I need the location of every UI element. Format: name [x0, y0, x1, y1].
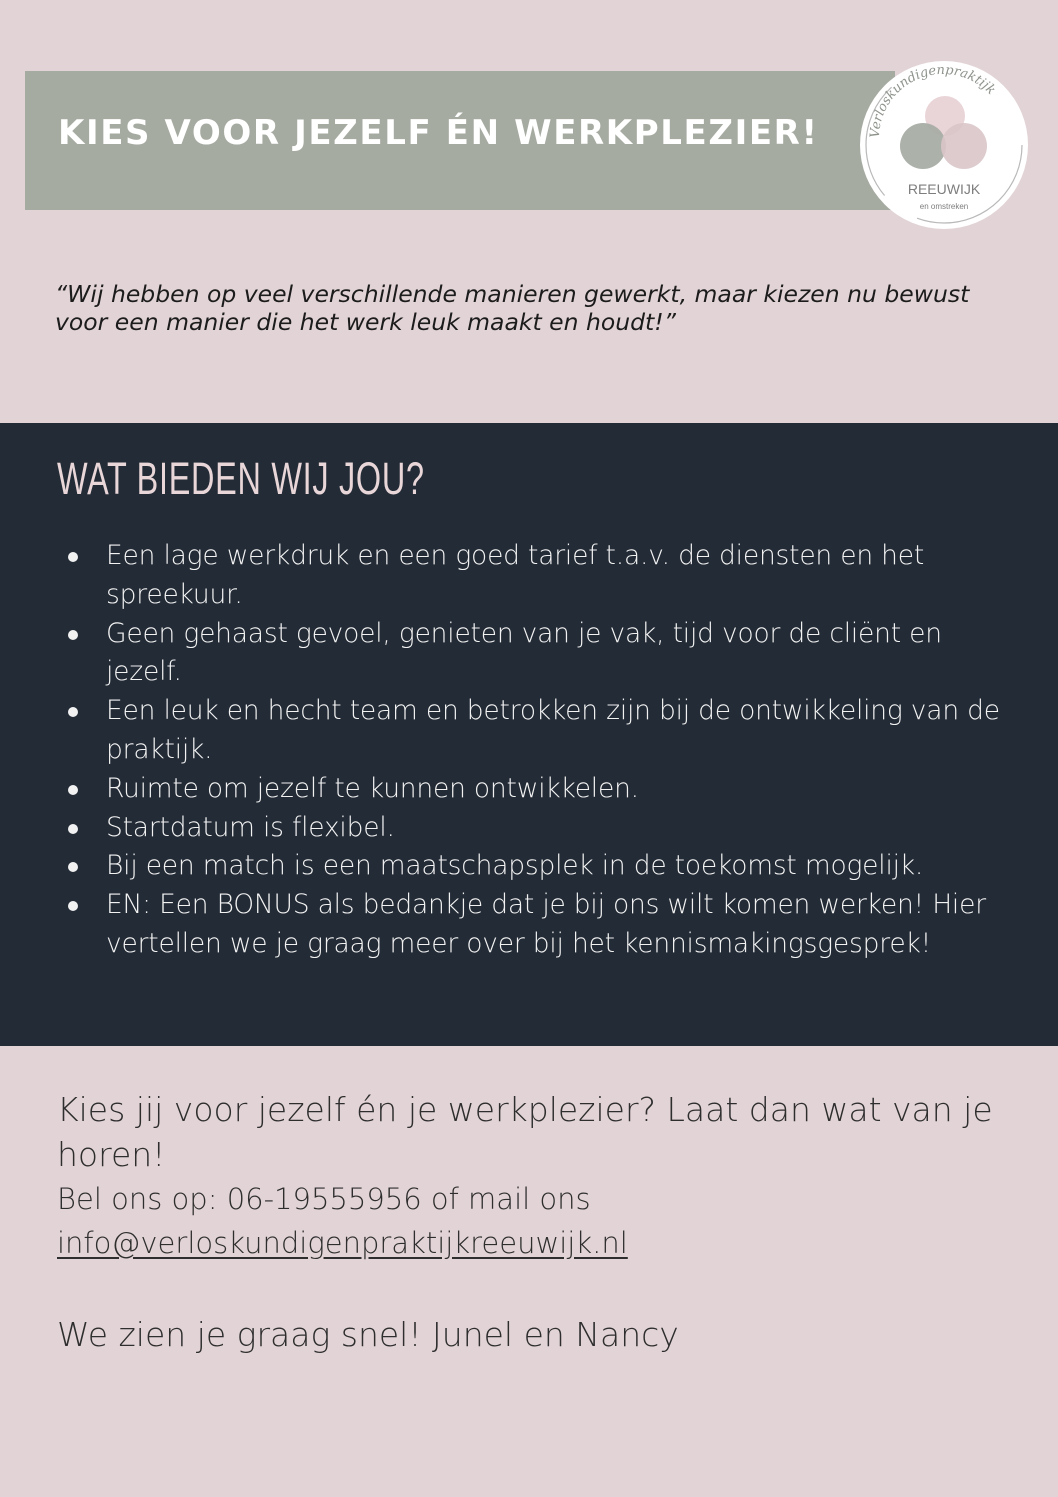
logo-subtext: en omstreken — [919, 202, 969, 211]
logo-place: REEUWIJK — [907, 181, 981, 197]
contact-lead: Kies jij voor jezelf én je werkplezier? Laat dan wat van je horen! — [57, 1090, 993, 1174]
bullet-icon — [68, 707, 78, 717]
bullet-icon — [68, 862, 78, 872]
offer-item-text: Ruimte om jezelf te kunnen ontwikkelen. — [106, 772, 639, 804]
offer-item-text: Startdatum is flexibel. — [106, 811, 395, 843]
offer-item — [106, 770, 1006, 809]
offer-item — [106, 847, 1006, 886]
logo-arc-label: Verloskundigenpraktijk — [867, 62, 999, 139]
offer-item — [106, 537, 1006, 615]
offer-item — [106, 886, 1006, 964]
logo-circle-left — [900, 123, 946, 169]
bullet-icon — [68, 901, 78, 911]
offer-item — [106, 615, 1006, 693]
bullet-icon — [68, 824, 78, 834]
page-title: KIES VOOR JEZELF ÉN WERKPLEZIER! — [58, 113, 819, 153]
offer-item — [106, 692, 1006, 770]
contact-block — [57, 1087, 1017, 1265]
offer-item-text: Geen gehaast gevoel, genieten van je vak, tijd voor de cliënt en jezelf. — [106, 617, 942, 688]
offer-heading: WAT BIEDEN WIJ JOU? — [57, 453, 425, 504]
bullet-icon — [68, 552, 78, 562]
email-link[interactable]: info@verloskundigenpraktijkreeuwijk.nl — [57, 1226, 628, 1260]
offer-section — [0, 423, 1058, 1046]
offer-item-text: Een lage werkdruk en een goed tarief t.a.v. de diensten en het spreekuur. — [106, 540, 925, 610]
practice-logo — [853, 58, 1035, 232]
offer-item — [106, 809, 1006, 848]
signoff-text: We zien je graag snel! Junel en Nancy — [57, 1315, 679, 1354]
offer-item-text: EN: Een BONUS als bedankje dat je bij ons wilt komen werken! Hier vertellen we je graag meer over bij het kennismakingsgesprek! — [106, 889, 986, 959]
offer-item-text: Een leuk en hecht team en betrokken zijn bij de ontwikkeling van de praktijk. — [106, 695, 1000, 765]
header-banner — [25, 71, 895, 210]
offer-item-text: Bij een match is een maatschapsplek in de toekomst mogelijk. — [106, 850, 924, 882]
quote-text: “Wij hebben op veel verschillende manieren gewerkt, maar kiezen nu bewust voor een manier die het werk leuk maakt en houdt!” — [55, 280, 970, 336]
logo-circle-right — [941, 123, 987, 169]
bullet-icon — [68, 630, 78, 640]
bullet-icon — [68, 785, 78, 795]
offer-list — [106, 537, 1006, 964]
contact-phone-line: Bel ons op: 06-19555956 of mail ons — [57, 1182, 591, 1216]
